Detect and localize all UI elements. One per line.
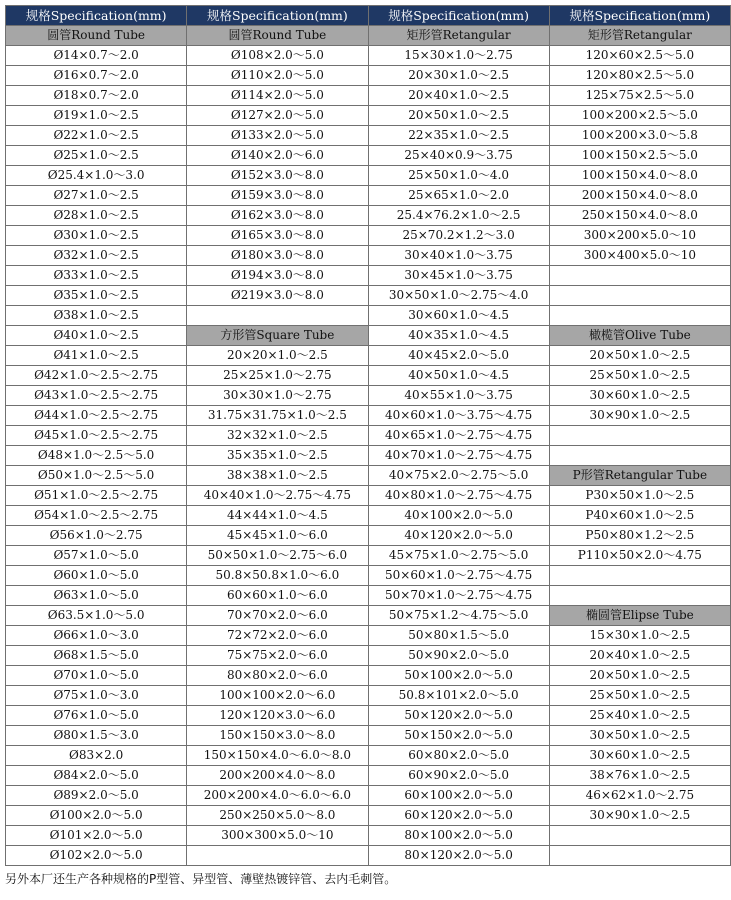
table-row (6, 746, 731, 766)
spec-cell: 30×60×1.0～2.5 (549, 746, 730, 766)
spec-cell: Ø25×1.0～2.5 (6, 146, 187, 166)
spec-cell: Ø165×3.0～8.0 (187, 226, 368, 246)
spec-cell: Ø133×2.0～5.0 (187, 126, 368, 146)
spec-cell: Ø27×1.0～2.5 (6, 186, 187, 206)
spec-cell: Ø32×1.0～2.5 (6, 246, 187, 266)
section-header-cell: 橄榄管Olive Tube (549, 326, 730, 346)
spec-cell: Ø35×1.0～2.5 (6, 286, 187, 306)
spec-cell: Ø70×1.0～5.0 (6, 666, 187, 686)
spec-cell: 20×30×1.0～2.5 (368, 66, 549, 86)
spec-cell: 15×30×1.0～2.75 (368, 46, 549, 66)
spec-cell: 50×100×2.0～5.0 (368, 666, 549, 686)
spec-cell: 30×40×1.0～3.75 (368, 246, 549, 266)
section-header-cell: 椭圆管Elipse Tube (549, 606, 730, 626)
spec-cell: 40×35×1.0～4.5 (368, 326, 549, 346)
spec-cell: Ø38×1.0～2.5 (6, 306, 187, 326)
spec-cell: 25×65×1.0～2.0 (368, 186, 549, 206)
spec-cell: Ø68×1.5～5.0 (6, 646, 187, 666)
spec-cell: Ø108×2.0～5.0 (187, 46, 368, 66)
table-row (6, 386, 731, 406)
table-row (6, 826, 731, 846)
spec-cell: P30×50×1.0～2.5 (549, 486, 730, 506)
spec-cell: 50×70×1.0～2.75～4.75 (368, 586, 549, 606)
spec-cell: Ø54×1.0～2.5～2.75 (6, 506, 187, 526)
spec-cell: Ø80×1.5～3.0 (6, 726, 187, 746)
table-row (6, 486, 731, 506)
table-row (6, 426, 731, 446)
empty-cell (549, 306, 730, 326)
spec-cell: 70×70×2.0～6.0 (187, 606, 368, 626)
spec-cell: 150×150×3.0～8.0 (187, 726, 368, 746)
table-row (6, 206, 731, 226)
spec-cell: 40×120×2.0～5.0 (368, 526, 549, 546)
empty-cell (549, 586, 730, 606)
spec-cell: Ø43×1.0～2.5～2.75 (6, 386, 187, 406)
empty-cell (549, 826, 730, 846)
spec-cell: 125×75×2.5～5.0 (549, 86, 730, 106)
spec-cell: Ø44×1.0～2.5～2.75 (6, 406, 187, 426)
spec-cell: 300×200×5.0～10 (549, 226, 730, 246)
section-header-cell: 圆管Round Tube (6, 26, 187, 46)
spec-cell: 46×62×1.0～2.75 (549, 786, 730, 806)
spec-cell: Ø180×3.0～8.0 (187, 246, 368, 266)
spec-cell: 200×150×4.0～8.0 (549, 186, 730, 206)
spec-cell: 30×90×1.0～2.5 (549, 806, 730, 826)
table-row (6, 506, 731, 526)
spec-cell: P50×80×1.2～2.5 (549, 526, 730, 546)
table-row (6, 406, 731, 426)
spec-cell: 25×70.2×1.2～3.0 (368, 226, 549, 246)
section-header-cell: 矩形管Retangular (368, 26, 549, 46)
table-row (6, 666, 731, 686)
spec-cell: 120×80×2.5～5.0 (549, 66, 730, 86)
spec-cell: 40×75×2.0～2.75～5.0 (368, 466, 549, 486)
spec-cell: 25.4×76.2×1.0～2.5 (368, 206, 549, 226)
spec-cell: Ø162×3.0～8.0 (187, 206, 368, 226)
spec-cell: Ø110×2.0～5.0 (187, 66, 368, 86)
spec-cell: 250×250×5.0～8.0 (187, 806, 368, 826)
spec-cell: Ø33×1.0～2.5 (6, 266, 187, 286)
spec-cell: 100×150×2.5～5.0 (549, 146, 730, 166)
section-header-cell: 方形管Square Tube (187, 326, 368, 346)
spec-cell: Ø42×1.0～2.5～2.75 (6, 366, 187, 386)
spec-cell: Ø56×1.0～2.75 (6, 526, 187, 546)
spec-cell: 25×50×1.0～2.5 (549, 366, 730, 386)
spec-cell: 25×40×1.0～2.5 (549, 706, 730, 726)
empty-cell (549, 286, 730, 306)
spec-cell: 50×60×1.0～2.75～4.75 (368, 566, 549, 586)
spec-cell: 22×35×1.0～2.5 (368, 126, 549, 146)
table-row (6, 626, 731, 646)
spec-cell: 100×200×2.5～5.0 (549, 106, 730, 126)
spec-cell: 50×75×1.2～4.75～5.0 (368, 606, 549, 626)
spec-cell: 50.8×50.8×1.0～6.0 (187, 566, 368, 586)
footer-note: 另外本厂还生产各种规格的P型管、异型管、薄壁热镀锌管、去内毛刺管。 (5, 872, 397, 886)
spec-cell: 40×60×1.0～3.75～4.75 (368, 406, 549, 426)
empty-cell (187, 846, 368, 866)
spec-cell: 40×55×1.0～3.75 (368, 386, 549, 406)
table-row (6, 646, 731, 666)
table-row (6, 66, 731, 86)
spec-cell: 250×150×4.0～8.0 (549, 206, 730, 226)
spec-cell: 80×120×2.0～5.0 (368, 846, 549, 866)
section-header-cell: 圆管Round Tube (187, 26, 368, 46)
table-row (6, 166, 731, 186)
table-row (6, 266, 731, 286)
spec-cell: 45×45×1.0～6.0 (187, 526, 368, 546)
table-row (6, 726, 731, 746)
spec-cell: 60×120×2.0～5.0 (368, 806, 549, 826)
spec-cell: 50×120×2.0～5.0 (368, 706, 549, 726)
column-header: 规格Specification(mm) (368, 6, 549, 26)
table-row (6, 306, 731, 326)
spec-cell: 35×35×1.0～2.5 (187, 446, 368, 466)
empty-cell (549, 446, 730, 466)
spec-cell: Ø63.5×1.0～5.0 (6, 606, 187, 626)
table-row (6, 846, 731, 866)
spec-cell: Ø219×3.0～8.0 (187, 286, 368, 306)
spec-cell: Ø57×1.0～5.0 (6, 546, 187, 566)
spec-cell: 30×50×1.0～2.75～4.0 (368, 286, 549, 306)
spec-cell: 20×40×1.0～2.5 (549, 646, 730, 666)
spec-cell: 40×45×2.0～5.0 (368, 346, 549, 366)
spec-cell: 50×50×1.0～2.75～6.0 (187, 546, 368, 566)
table-row (6, 366, 731, 386)
table-row (6, 586, 731, 606)
spec-cell: 25×50×1.0～2.5 (549, 686, 730, 706)
spec-cell: Ø30×1.0～2.5 (6, 226, 187, 246)
spec-cell: 31.75×31.75×1.0～2.5 (187, 406, 368, 426)
spec-cell: 150×150×4.0～6.0～8.0 (187, 746, 368, 766)
spec-cell: 44×44×1.0～4.5 (187, 506, 368, 526)
spec-cell: Ø41×1.0～2.5 (6, 346, 187, 366)
specification-table (5, 5, 731, 866)
spec-cell: 60×80×2.0～5.0 (368, 746, 549, 766)
spec-cell: 32×32×1.0～2.5 (187, 426, 368, 446)
table-row (6, 186, 731, 206)
table-row (6, 146, 731, 166)
spec-cell: Ø194×3.0～8.0 (187, 266, 368, 286)
table-row (6, 246, 731, 266)
table-row (6, 326, 731, 346)
spec-cell: Ø102×2.0～5.0 (6, 846, 187, 866)
spec-cell: 100×100×2.0～6.0 (187, 686, 368, 706)
spec-cell: Ø60×1.0～5.0 (6, 566, 187, 586)
empty-cell (549, 266, 730, 286)
spec-cell: 25×50×1.0～4.0 (368, 166, 549, 186)
spec-cell: 72×72×2.0～6.0 (187, 626, 368, 646)
table-row (6, 126, 731, 146)
spec-cell: 120×60×2.5～5.0 (549, 46, 730, 66)
spec-cell: 200×200×4.0～6.0～6.0 (187, 786, 368, 806)
spec-cell: 40×80×1.0～2.75～4.75 (368, 486, 549, 506)
spec-cell: 38×38×1.0～2.5 (187, 466, 368, 486)
spec-cell: 38×76×1.0～2.5 (549, 766, 730, 786)
spec-cell: 20×50×1.0～2.5 (368, 106, 549, 126)
spec-cell: Ø18×0.7～2.0 (6, 86, 187, 106)
table-row (6, 346, 731, 366)
spec-cell: Ø14×0.7～2.0 (6, 46, 187, 66)
section-header-cell: P形管Retangular Tube (549, 466, 730, 486)
table-row (6, 446, 731, 466)
spec-cell: Ø40×1.0～2.5 (6, 326, 187, 346)
spec-cell: 80×100×2.0～5.0 (368, 826, 549, 846)
spec-cell: 50×90×2.0～5.0 (368, 646, 549, 666)
table-body (6, 26, 731, 866)
spec-cell: Ø45×1.0～2.5～2.75 (6, 426, 187, 446)
spec-cell: 20×50×1.0～2.5 (549, 666, 730, 686)
spec-cell: 20×20×1.0～2.5 (187, 346, 368, 366)
table-row (6, 226, 731, 246)
table-row (6, 106, 731, 126)
spec-cell: 60×60×1.0～6.0 (187, 586, 368, 606)
column-header: 规格Specification(mm) (6, 6, 187, 26)
empty-cell (187, 306, 368, 326)
spec-cell: Ø101×2.0～5.0 (6, 826, 187, 846)
table-row (6, 526, 731, 546)
spec-cell: Ø140×2.0～6.0 (187, 146, 368, 166)
spec-cell: 60×100×2.0～5.0 (368, 786, 549, 806)
spec-cell: 25×40×0.9～3.75 (368, 146, 549, 166)
spec-cell: Ø51×1.0～2.5～2.75 (6, 486, 187, 506)
empty-cell (549, 566, 730, 586)
spec-cell: 30×30×1.0～2.75 (187, 386, 368, 406)
spec-cell: Ø76×1.0～5.0 (6, 706, 187, 726)
column-header: 规格Specification(mm) (549, 6, 730, 26)
spec-cell: Ø100×2.0～5.0 (6, 806, 187, 826)
spec-cell: 40×50×1.0～4.5 (368, 366, 549, 386)
empty-cell (549, 846, 730, 866)
table-row (6, 466, 731, 486)
spec-cell: Ø75×1.0～3.0 (6, 686, 187, 706)
spec-cell: Ø16×0.7～2.0 (6, 66, 187, 86)
spec-cell: Ø114×2.0～5.0 (187, 86, 368, 106)
spec-cell: 120×120×3.0～6.0 (187, 706, 368, 726)
spec-cell: 40×65×1.0～2.75～4.75 (368, 426, 549, 446)
table-row (6, 786, 731, 806)
spec-cell: Ø152×3.0～8.0 (187, 166, 368, 186)
spec-cell: Ø22×1.0～2.5 (6, 126, 187, 146)
table-row (6, 806, 731, 826)
spec-cell: Ø28×1.0～2.5 (6, 206, 187, 226)
spec-cell: 60×90×2.0～5.0 (368, 766, 549, 786)
spec-cell: Ø25.4×1.0～3.0 (6, 166, 187, 186)
spec-cell: 20×40×1.0～2.5 (368, 86, 549, 106)
table-row (6, 46, 731, 66)
spec-cell: 75×75×2.0～6.0 (187, 646, 368, 666)
spec-cell: 25×25×1.0～2.75 (187, 366, 368, 386)
spec-cell: 40×70×1.0～2.75～4.75 (368, 446, 549, 466)
spec-cell: 30×45×1.0～3.75 (368, 266, 549, 286)
spec-cell: Ø48×1.0～2.5～5.0 (6, 446, 187, 466)
table-row (6, 686, 731, 706)
table-row (6, 606, 731, 626)
spec-cell: P110×50×2.0～4.75 (549, 546, 730, 566)
table-row (6, 706, 731, 726)
spec-cell: 300×300×5.0～10 (187, 826, 368, 846)
spec-cell: 100×150×4.0～8.0 (549, 166, 730, 186)
spec-cell: 80×80×2.0～6.0 (187, 666, 368, 686)
table-row (6, 566, 731, 586)
spec-cell: 45×75×1.0～2.75～5.0 (368, 546, 549, 566)
header-row (6, 6, 731, 26)
table-row (6, 286, 731, 306)
spec-cell: Ø159×3.0～8.0 (187, 186, 368, 206)
spec-cell: Ø19×1.0～2.5 (6, 106, 187, 126)
spec-cell: 50×80×1.5～5.0 (368, 626, 549, 646)
spec-cell: Ø127×2.0～5.0 (187, 106, 368, 126)
spec-cell: Ø89×2.0～5.0 (6, 786, 187, 806)
table-row (6, 546, 731, 566)
spec-cell: 50×150×2.0～5.0 (368, 726, 549, 746)
empty-cell (549, 426, 730, 446)
spec-cell: 300×400×5.0～10 (549, 246, 730, 266)
spec-cell: 200×200×4.0～8.0 (187, 766, 368, 786)
table-row (6, 766, 731, 786)
spec-cell: 40×40×1.0～2.75～4.75 (187, 486, 368, 506)
spec-cell: 15×30×1.0～2.5 (549, 626, 730, 646)
spec-cell: 30×60×1.0～4.5 (368, 306, 549, 326)
spec-cell: Ø84×2.0～5.0 (6, 766, 187, 786)
spec-cell: 30×90×1.0～2.5 (549, 406, 730, 426)
spec-cell: 30×60×1.0～2.5 (549, 386, 730, 406)
section-header-cell: 矩形管Retangular (549, 26, 730, 46)
spec-cell: Ø66×1.0～3.0 (6, 626, 187, 646)
table-row (6, 26, 731, 46)
spec-cell: 40×100×2.0～5.0 (368, 506, 549, 526)
table-header (6, 6, 731, 26)
spec-cell: 20×50×1.0～2.5 (549, 346, 730, 366)
column-header: 规格Specification(mm) (187, 6, 368, 26)
spec-cell: Ø50×1.0～2.5～5.0 (6, 466, 187, 486)
table-row (6, 86, 731, 106)
spec-cell: 50.8×101×2.0～5.0 (368, 686, 549, 706)
spec-cell: 100×200×3.0～5.8 (549, 126, 730, 146)
spec-cell: P40×60×1.0～2.5 (549, 506, 730, 526)
spec-cell: Ø63×1.0～5.0 (6, 586, 187, 606)
spec-cell: Ø83×2.0 (6, 746, 187, 766)
spec-cell: 30×50×1.0～2.5 (549, 726, 730, 746)
